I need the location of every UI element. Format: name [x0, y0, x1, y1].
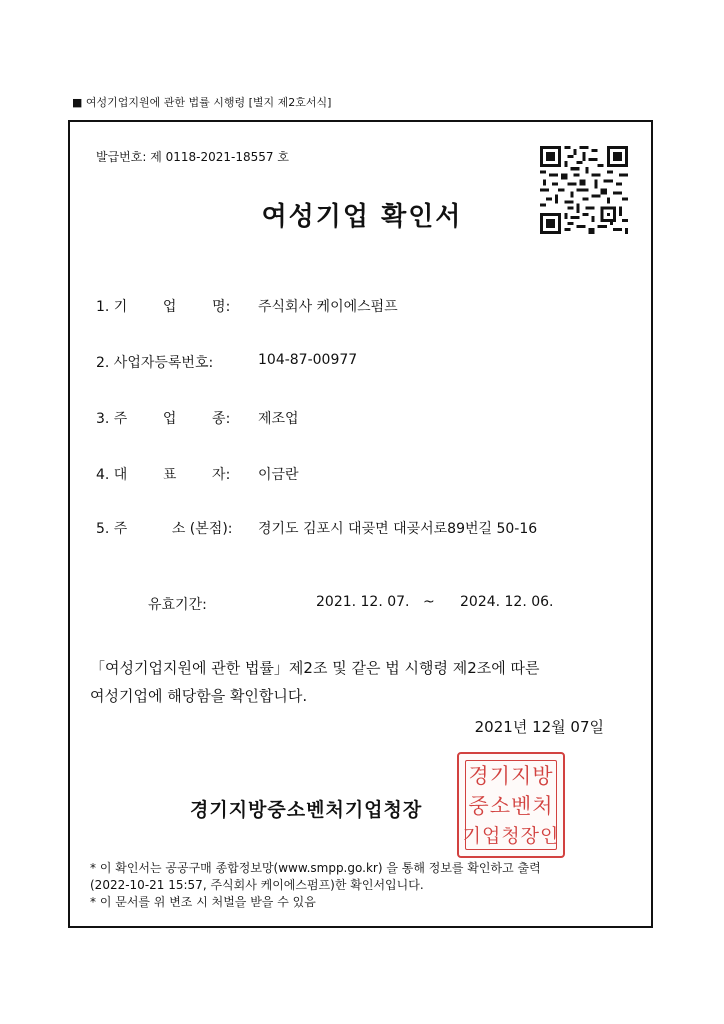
validity-end: 2024. 12. 06. — [460, 594, 554, 610]
document-title: 여성기업 확인서 — [261, 202, 463, 232]
field-label: 5. 주 소 (본점): — [96, 521, 233, 537]
official-seal — [457, 752, 565, 858]
statement-line: 「여성기업지원에 관한 법률」제2조 및 같은 법 시행령 제2조에 따른 — [90, 659, 540, 677]
footnotes — [90, 860, 541, 911]
issuing-authority: 경기지방중소벤처기업청장 — [190, 799, 423, 821]
field-value: 경기도 김포시 대곶면 대곶서로89번길 50-16 — [258, 521, 538, 537]
issue-date: 2021년 12월 07일 — [474, 718, 604, 736]
confirmation-statement — [90, 654, 539, 710]
field-label: 2. 사업자등록번호: — [96, 355, 214, 371]
seal-line: 경기지방 — [468, 764, 554, 788]
footnote-line: * 이 문서를 위 변조 시 처벌을 받을 수 있음 — [90, 895, 316, 909]
field-value: 이금란 — [258, 467, 299, 483]
seal-line: 중소벤처 — [468, 794, 554, 818]
field-value: 주식회사 케이에스펌프 — [258, 299, 398, 315]
validity-start: 2021. 12. 07. — [316, 594, 410, 610]
seal-line: 기업청장인 — [462, 825, 560, 847]
field-value: 104-87-00977 — [258, 352, 358, 368]
field-value: 제조업 — [258, 411, 299, 427]
issue-number: 발급번호: 제 0118-2021-18557 호 — [96, 150, 289, 164]
footnote-line: (2022-10-21 15:57, 주식회사 케이에스펌프)한 확인서입니다. — [90, 878, 424, 892]
field-label: 1. 기 업 명: — [96, 299, 231, 315]
footnote-line: * 이 확인서는 공공구매 종합정보망(www.smpp.go.kr) 을 통해 정보를 확인하고 출력 — [90, 861, 541, 875]
validity-separator: ~ — [423, 594, 435, 610]
field-label: 4. 대 표 자: — [96, 467, 231, 483]
form-reference-note: ■ 여성기업지원에 관한 법률 시행령 [별지 제2호서식] — [72, 96, 332, 109]
field-label: 3. 주 업 종: — [96, 411, 231, 427]
validity-label: 유효기간: — [148, 597, 207, 613]
statement-line: 여성기업에 해당함을 확인합니다. — [90, 687, 308, 705]
